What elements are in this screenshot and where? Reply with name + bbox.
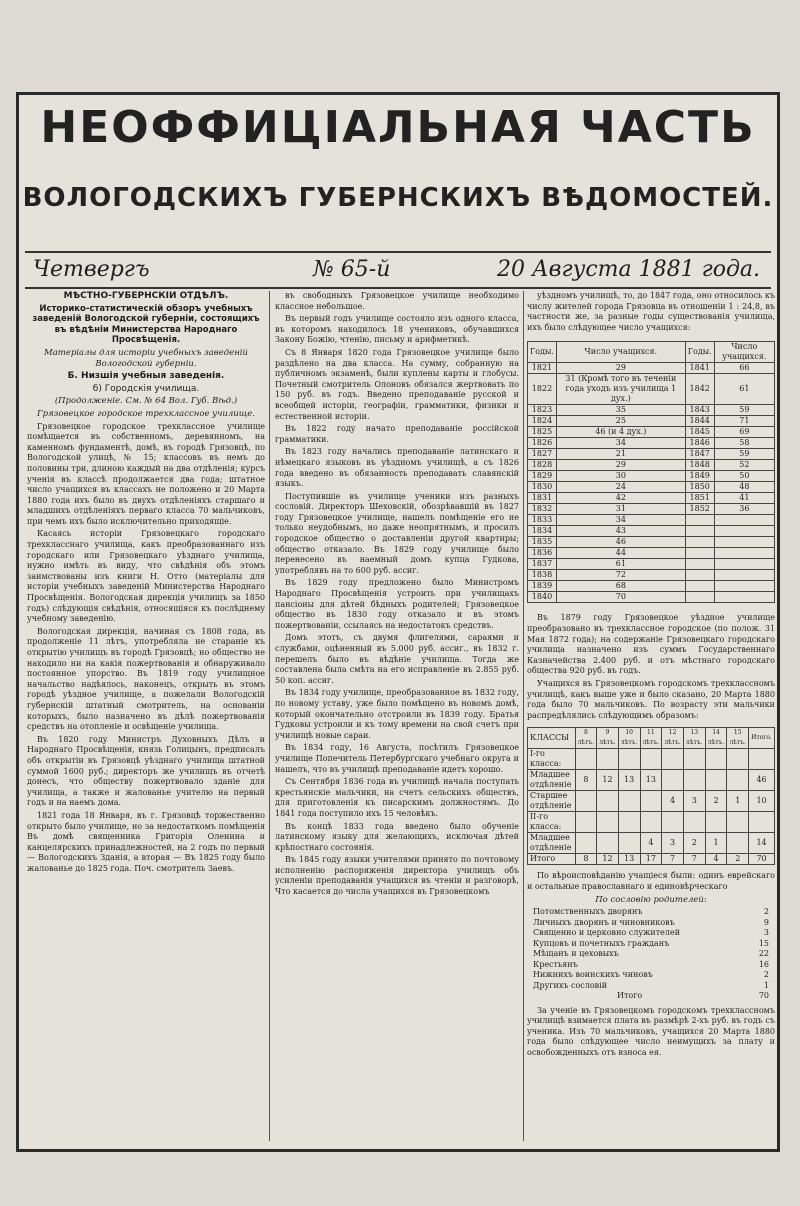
table-cell: 14	[749, 833, 775, 854]
origins-count: 3	[763, 928, 769, 938]
table-cell	[685, 559, 714, 570]
table-cell	[685, 515, 714, 526]
table-cell	[727, 749, 749, 770]
dateline-date: 20 Августа 1881 года.	[497, 257, 761, 282]
table-cell: 59	[714, 405, 774, 416]
origins-name: Личныхъ дворянъ и чиновниковъ	[533, 917, 675, 927]
table-cell	[714, 559, 774, 570]
table-cell	[685, 526, 714, 537]
table-cell	[727, 812, 749, 833]
table-header: КЛАССЫ	[528, 728, 576, 749]
table-cell: 1830	[528, 482, 557, 493]
table-cell	[714, 515, 774, 526]
paragraph: Вологодская дирекція, начиная съ 1808 года, въ продолженіе 11 лѣтъ, употребляла не стараніе къ открытію училищъ въ городѣ Грязовцѣ; но общество не находило ни на какія пожертвованія и обнаруживало постоянное упорство. Въ 1819 году училищное начальство надѣялось, наконецъ, открыть въ этомъ городѣ уѣздное училище, а пожелали Вологодскій губернскій штатный смотритель, на основаніи которыхъ, было назначено въ дѣлѣ пожертвованія средствъ на отопленіе и освѣщеніе училища.	[27, 626, 265, 732]
table-cell: 1821	[528, 363, 557, 374]
table-cell: 1829	[528, 471, 557, 482]
table-cell	[685, 592, 714, 603]
table-cell	[597, 812, 619, 833]
table-row	[528, 460, 775, 471]
table-cell	[662, 812, 684, 833]
table-row	[528, 812, 775, 833]
table-row	[528, 537, 775, 548]
table-header: 11 лѣтъ.	[640, 728, 662, 749]
table-cell: 2	[727, 854, 749, 865]
table-cell: 29	[556, 460, 685, 471]
paragraph: въ свободныхъ Грязовецкое училище необходимо классное небольшое.	[275, 291, 519, 311]
origins-count: 2	[763, 907, 769, 917]
table-cell: 13	[640, 770, 662, 791]
table-cell: 1822	[528, 374, 557, 405]
masthead-rule	[25, 251, 771, 253]
table-cell	[618, 791, 640, 812]
table-cell	[683, 770, 705, 791]
school-heading: Грязовецкое городское трехклассное училище.	[37, 408, 255, 419]
table-cell: 30	[556, 471, 685, 482]
table-cell: 13	[618, 770, 640, 791]
origins-name: Другихъ сословій	[533, 980, 608, 990]
table-row	[528, 363, 775, 374]
table-cell: 1839	[528, 581, 557, 592]
table-cell: 1831	[528, 493, 557, 504]
table-cell: 52	[714, 460, 774, 471]
table-cell: 13	[618, 854, 640, 865]
table-cell: 1828	[528, 460, 557, 471]
origins-count: 9	[763, 917, 769, 927]
table-cell: 1	[705, 833, 727, 854]
article-title: Историко-статистическій обзоръ учебныхъ заведеній Вологодской губерніи, состоящихъ въ вѣдѣніи Министерства Народнаго Просвѣщенія.	[32, 303, 260, 346]
part-heading: Б. Низшія учебныя заведенія.	[67, 371, 225, 382]
origins-row	[527, 939, 775, 950]
table-cell	[727, 770, 749, 791]
table-cell: 50	[714, 471, 774, 482]
paragraph: Въ 1822 году начато преподаваніе россійской грамматики.	[275, 424, 519, 444]
table-cell: 1844	[685, 416, 714, 427]
table-cell: 34	[556, 515, 685, 526]
table-cell	[685, 548, 714, 559]
table-cell: 42	[556, 493, 685, 504]
dateline	[29, 255, 767, 285]
continuation-note: (Продолженіе. См. № 64 Вол. Губ. Вѣд.)	[54, 396, 238, 407]
table-cell: 1824	[528, 416, 557, 427]
table-cell	[749, 812, 775, 833]
table-cell: Итого	[528, 854, 576, 865]
table-row	[528, 427, 775, 438]
table-cell: 1841	[685, 363, 714, 374]
paragraph: Домъ этотъ, съ двумя флигелями, сараями и службами, оцѣненный въ 5.000 руб. ассиг., въ 1832 г. перешелъ было въ вѣдѣніе училища. Тогда же составлена была смѣта на его исправленіе въ 2.855 руб. 50 коп. ассиг.	[275, 633, 519, 685]
table-cell	[575, 791, 597, 812]
table-cell	[683, 812, 705, 833]
table-cell: 12	[597, 770, 619, 791]
table-cell	[618, 812, 640, 833]
table-cell	[618, 749, 640, 770]
column-2	[275, 291, 519, 1141]
paragraph: По вѣроисповѣданію учащіеся были: одинъ еврейскаго и остальные православнаго и единовѣрческаго	[527, 871, 775, 891]
table-row	[528, 449, 775, 460]
table-cell	[640, 749, 662, 770]
origins-total: 70	[758, 991, 769, 1001]
table-cell: 41	[714, 493, 774, 504]
table-cell: 1838	[528, 570, 557, 581]
column-3	[527, 291, 775, 1141]
table-cell: 24	[556, 482, 685, 493]
table-cell: 1842	[685, 374, 714, 405]
table-header: Годы.	[528, 342, 557, 363]
table-cell: 10	[749, 791, 775, 812]
table-row	[528, 515, 775, 526]
table-cell: 3	[683, 791, 705, 812]
table-cell	[714, 548, 774, 559]
table-cell	[727, 833, 749, 854]
table-row	[528, 493, 775, 504]
table-cell: 8	[575, 854, 597, 865]
table-cell	[575, 833, 597, 854]
table-cell: 3	[662, 833, 684, 854]
table-cell: 2	[683, 833, 705, 854]
table-cell	[597, 791, 619, 812]
table-cell	[662, 770, 684, 791]
table-row	[528, 416, 775, 427]
origins-row	[527, 918, 775, 929]
table-cell: 34	[556, 438, 685, 449]
table-cell: 1845	[685, 427, 714, 438]
table-header: 14 лѣтъ.	[705, 728, 727, 749]
table-row	[528, 526, 775, 537]
table-header: Число учащихся.	[556, 342, 685, 363]
table-cell: 68	[556, 581, 685, 592]
table-cell: 35	[556, 405, 685, 416]
origins-name: Крестьянъ	[533, 959, 578, 969]
table-cell: 71	[714, 416, 774, 427]
paragraph: Въ 1829 году предложено было Министромъ Народнаго Просвѣщенія устроить при училищахъ пансіоны для дѣтей бѣдныхъ родителей; Грязовецкое общество въ 1830 году отказало и въ этомъ пожертвованіи, ссылаясь на недостатокъ средствъ.	[275, 578, 519, 630]
table-row	[528, 581, 775, 592]
table-cell: 1847	[685, 449, 714, 460]
table-cell: 70	[749, 854, 775, 865]
table-cell: 7	[662, 854, 684, 865]
table-cell: 1823	[528, 405, 557, 416]
table-header: Годы.	[685, 342, 714, 363]
table-cell: Младшее отдѣленіе	[528, 833, 576, 854]
table-cell: 1834	[528, 526, 557, 537]
table-row	[528, 854, 775, 865]
enrollment-by-year-table	[527, 341, 775, 603]
table-row	[528, 749, 775, 770]
table-cell: 4	[705, 854, 727, 865]
paragraph: уѣздномъ училищѣ, то, до 1847 года, оно относилось къ числу жителей города Грязовца въ отношеніи 1 : 24,8, въ частности же, за разные годы существованія училища, ихъ было слѣдующее число учащихся:	[527, 291, 775, 332]
paragraph: Въ концѣ 1833 года введено было обученіе латинскому языку для желающихъ, исключая дѣтей крѣпостнаго состоянія.	[275, 821, 519, 852]
paragraph: Съ Сентября 1836 года въ училищѣ начала поступать крестьянскіе мальчики, на счетъ сельскихъ обществъ, для приготовленія къ писарскимъ должностямъ. До 1841 года поступило ихъ 15 человѣкъ.	[275, 777, 519, 818]
table-cell: 43	[556, 526, 685, 537]
table-cell: 66	[714, 363, 774, 374]
table-cell: 61	[556, 559, 685, 570]
table-cell: 1846	[685, 438, 714, 449]
table-cell: 1843	[685, 405, 714, 416]
paragraph: Въ 1834 году училище, преобразованное въ 1832 году, по новому уставу, уже было помѣщено въ новомъ домѣ, который окончательно отстроили въ 1839 году. Братья Гудковы устроили и къ тому времени на свой счетъ при училищѣ новые сараи.	[275, 688, 519, 740]
subpart-heading: б) Городскія училища.	[92, 383, 200, 394]
table-row	[528, 482, 775, 493]
table-cell: 1835	[528, 537, 557, 548]
paragraph: За ученіе въ Грязовецкомъ городскомъ трехклассномъ училищѣ взимается плата въ размѣрѣ 2-хъ руб. въ годъ съ ученика. Изъ 70 мальчиковъ, учащихся 20 Марта 1880 года было слѣдующее число неимущихъ за плату и освобожденныхъ отъ взноса ея.	[527, 1005, 775, 1057]
table-cell: 1832	[528, 504, 557, 515]
origins-name: Нижнихъ воинскихъ чиновъ	[533, 970, 653, 980]
column-divider-1	[269, 291, 270, 1141]
dateline-weekday: Четвергъ	[33, 257, 150, 282]
origins-label: По сословію родителей:	[595, 894, 707, 905]
table-cell: Старшее отдѣленіе	[528, 791, 576, 812]
masthead-subtitle: ВОЛОГОДСКИХЪ ГУБЕРНСКИХЪ ВѢДОМОСТЕЙ.	[22, 183, 774, 213]
table-cell	[685, 581, 714, 592]
table-cell: 8	[575, 770, 597, 791]
origins-name: Мѣщанъ и цеховыхъ	[533, 949, 619, 959]
column-1	[27, 291, 265, 1141]
paragraph: Касаясь исторіи Грязовецкаго городскаго трехкласснаго училища, какъ преобразованнаго изъ городскаго или Грязовецкаго уѣзднаго училища, нужно имѣть въ виду, что свѣдѣнія объ этомъ заимствованы изъ книги Н. Отто (матеріалы для исторіи учебныхъ заведеній Министерства Народнаго Просвѣщенія. Вологодская дирекція училищъ за 1850 годъ) слѣдующія свѣдѣнія, относящіяся къ послѣднему учебному заведенію.	[27, 529, 265, 624]
table-cell: 72	[556, 570, 685, 581]
table-cell: 59	[714, 449, 774, 460]
table-cell	[714, 592, 774, 603]
origins-count: 16	[758, 959, 769, 969]
table-cell	[714, 537, 774, 548]
table-cell	[618, 833, 640, 854]
paragraph: Поступившіе въ училище ученики изъ разныхъ сословій. Директоръ Шеховскій, обозрѣвавшій въ 1827 году Грязовецкое училище, нашелъ помѣщеніе его не только неудобнымъ, но даже неопрятнымъ, и просилъ городское общество о доставленіи другой квартиры; общество отказало. Въ 1829 году училище было перенесено въ наемный домъ купца Гудкова, употреблявъ на то 600 руб. ассиг.	[275, 491, 519, 575]
table-header: 10 лѣтъ.	[618, 728, 640, 749]
table-cell: 1837	[528, 559, 557, 570]
table-cell	[714, 526, 774, 537]
table-cell: 1849	[685, 471, 714, 482]
table-cell	[685, 570, 714, 581]
origins-name: Потомственныхъ дворянъ	[533, 907, 643, 917]
paragraph: Въ 1834 году, 16 Августа, посѣтилъ Грязовецкое училище Попечитель Петербургскаго учебнаго округа и нашелъ, что въ училищѣ преподаваніе идетъ хорошо.	[275, 743, 519, 774]
origins-row	[527, 949, 775, 960]
table-cell: 46	[556, 537, 685, 548]
table-row	[528, 570, 775, 581]
table-cell	[705, 749, 727, 770]
table-row	[528, 405, 775, 416]
table-row	[528, 548, 775, 559]
table-cell: 4	[662, 791, 684, 812]
table-cell: 1852	[685, 504, 714, 515]
table-cell	[705, 812, 727, 833]
paragraph: Въ 1820 году Министръ Духовныхъ Дѣлъ и Народнаго Просвѣщенія, князь Голицынъ, предписалъ объ открытіи въ Грязовцѣ уѣзднаго училища штатной суммой 1600 руб.; директоръ же училищъ въ отчетѣ донесъ, что обществу пожертвовало зданіе для училища, а также и жалованье учителю на первый годъ и на наемъ дома.	[27, 734, 265, 808]
table-cell: 4	[640, 833, 662, 854]
table-cell: 7	[683, 854, 705, 865]
paragraph: Учащихся въ Грязовецкомъ городскомъ трехклассномъ училищѣ, какъ выше уже и было сказано, 20 Марта 1880 года было 70 мальчиковъ. По возрасту эти мальчики распредѣлялись слѣдующимъ образомъ:	[527, 678, 775, 720]
origins-name: Священно и церковно служителей	[533, 928, 681, 938]
table-cell	[575, 749, 597, 770]
table-cell	[662, 749, 684, 770]
table-cell: II-го класса:	[528, 812, 576, 833]
table-cell: 36	[714, 504, 774, 515]
table-row	[528, 770, 775, 791]
table-cell: 17	[640, 854, 662, 865]
dateline-rule	[25, 287, 771, 289]
table-cell: 48	[714, 482, 774, 493]
paragraph: Съ 8 Января 1820 года Грязовецкое училище было раздѣлено на два класса. На сумму, собранную на публичномъ экзаменѣ, были куплены карты и глобусы. Почетный смотритель Олоновъ обязался жертвовать по 150 руб. въ годъ. Введено преподаваніе русской и всеобщей исторіи, географіи, грамматики, физики и естественной исторіи.	[275, 347, 519, 421]
table-cell: 69	[714, 427, 774, 438]
table-row	[528, 592, 775, 603]
table-cell	[640, 812, 662, 833]
table-cell: 1826	[528, 438, 557, 449]
table-cell: 1848	[685, 460, 714, 471]
table-row	[528, 471, 775, 482]
paragraph: Въ 1823 году начались преподаваніе латинскаго и нѣмецкаго языковъ въ уѣздномъ училищѣ, а съ 1826 года введено въ обязанность преподавать славянскій языкъ.	[275, 447, 519, 489]
table-row	[528, 504, 775, 515]
origins-row	[527, 907, 775, 918]
table-row	[528, 374, 775, 405]
table-cell	[597, 833, 619, 854]
table-cell: 1851	[685, 493, 714, 504]
origins-total-label: Итого	[617, 991, 643, 1001]
table-cell	[685, 537, 714, 548]
table-cell: 12	[597, 854, 619, 865]
table-cell	[714, 570, 774, 581]
origins-row	[527, 970, 775, 981]
table-cell: 61	[714, 374, 774, 405]
table-cell	[714, 581, 774, 592]
paragraph: Грязовецкое городское трехклассное училище помѣщается въ собственномъ, деревянномъ, на каменномъ фундаментѣ, домѣ, въ городѣ Грязовцѣ, по Вологодской улицѣ, № 15; классовъ въ немъ до половины три, длиною каждый на два отдѣленія; курсъ ученія въ классѣ продолжается два года; штатное число учащихся въ классахъ не положено и 20 Марта 1880 года ихъ было въ двухъ отдѣленіяхъ старшаго и младшихъ отдѣленіяхъ перваго класса 70 мальчиковъ, при чемъ ихъ было исключительно приходящіе.	[27, 421, 265, 526]
paragraph: 1821 года 18 Января, въ г. Грязовцѣ торжественно открыто было училище, но за недостаткомъ помѣщенія Въ домѣ священника Григорія Оленина и канцелярскихъ принадлежностей, на 2 годъ по первый — Вологодскихъ Зданія, а вторая — Въ 1825 году было жалованье до 1825 года. Поч. смотритель Заевъ.	[27, 810, 265, 873]
dateline-issue: № 65-й	[313, 257, 391, 282]
table-cell	[705, 770, 727, 791]
origins-name: Купцовъ и почетныхъ гражданъ	[533, 938, 670, 948]
table-row	[528, 438, 775, 449]
table-cell	[749, 749, 775, 770]
table-cell: 1833	[528, 515, 557, 526]
table-cell: 31	[556, 504, 685, 515]
table-row	[528, 559, 775, 570]
newspaper-page	[16, 92, 780, 1152]
table-cell	[683, 749, 705, 770]
table-cell: 31 (Кромѣ того въ теченіи года уходъ изъ училища 1 дух.)	[556, 374, 685, 405]
age-distribution-table	[527, 727, 775, 865]
masthead-title: НЕОФФИЦІАЛЬНАЯ ЧАСТЬ	[40, 102, 756, 153]
origins-row	[527, 981, 775, 992]
origins-row	[527, 960, 775, 971]
paragraph: Въ 1845 году языки учителями принято по почтовому исполненію распоряженія директора училищъ объ усиленіи преподаванія учащихся въ чтеніи и разговорѣ, Что касается до числа учащихся въ Грязовецкомъ	[275, 855, 519, 897]
table-cell: 70	[556, 592, 685, 603]
table-header: Число учащихся.	[714, 342, 774, 363]
table-row	[528, 791, 775, 812]
article-subtitle: Матеріалы для исторіи учебныхъ заведеній Вологодской губерніи.	[43, 347, 248, 369]
origins-list	[527, 907, 775, 991]
origins-row	[527, 928, 775, 939]
table-cell: Младшее отдѣленіе	[528, 770, 576, 791]
table-cell: 1850	[685, 482, 714, 493]
table-cell: 46	[749, 770, 775, 791]
table-cell: 46 (и 4 дух.)	[556, 427, 685, 438]
table-cell: 1840	[528, 592, 557, 603]
section-heading: МѢСТНО-ГУБЕРНСКІЙ ОТДѢЛЪ.	[63, 291, 229, 301]
table-header: 13 лѣтъ.	[683, 728, 705, 749]
paragraph: Въ 1879 году Грязовецкое уѣздное училище преобразовано въ трехклассное городское (по полож. 31 Мая 1872 года); на содержаніе Грязовецкаго городскаго училища назначено изъ суммъ Государственнаго Казначейства 2.400 руб. и отъ мѣстнаго городскаго общества 920 руб. въ годъ.	[527, 613, 775, 676]
table-cell: 29	[556, 363, 685, 374]
table-header: 12 лѣтъ.	[662, 728, 684, 749]
origins-count: 15	[758, 938, 769, 948]
table-cell: 1827	[528, 449, 557, 460]
table-cell	[597, 749, 619, 770]
origins-total-row	[527, 991, 775, 1002]
column-divider-2	[523, 291, 524, 1141]
table-cell: 1	[727, 791, 749, 812]
table-cell	[640, 791, 662, 812]
table-header: 9 лѣтъ.	[597, 728, 619, 749]
table-cell: 58	[714, 438, 774, 449]
table-cell: I-го класса:	[528, 749, 576, 770]
table-row	[528, 833, 775, 854]
table-cell: 2	[705, 791, 727, 812]
table-cell: 1825	[528, 427, 557, 438]
table-cell: 44	[556, 548, 685, 559]
table-cell	[575, 812, 597, 833]
origins-count: 1	[763, 980, 769, 990]
origins-count: 2	[763, 970, 769, 980]
table-header: 8 лѣтъ.	[575, 728, 597, 749]
table-cell: 1836	[528, 548, 557, 559]
paragraph: Въ первый годъ училище состояло изъ одного класса, въ которомъ находилось 18 учениковъ, обучавшихся Закону Божію, чтенію, письму и арифметикѣ.	[275, 314, 519, 345]
table-header: Итого.	[749, 728, 775, 749]
table-cell: 21	[556, 449, 685, 460]
table-header: 15 лѣтъ.	[727, 728, 749, 749]
table-cell: 25	[556, 416, 685, 427]
origins-count: 22	[758, 949, 769, 959]
